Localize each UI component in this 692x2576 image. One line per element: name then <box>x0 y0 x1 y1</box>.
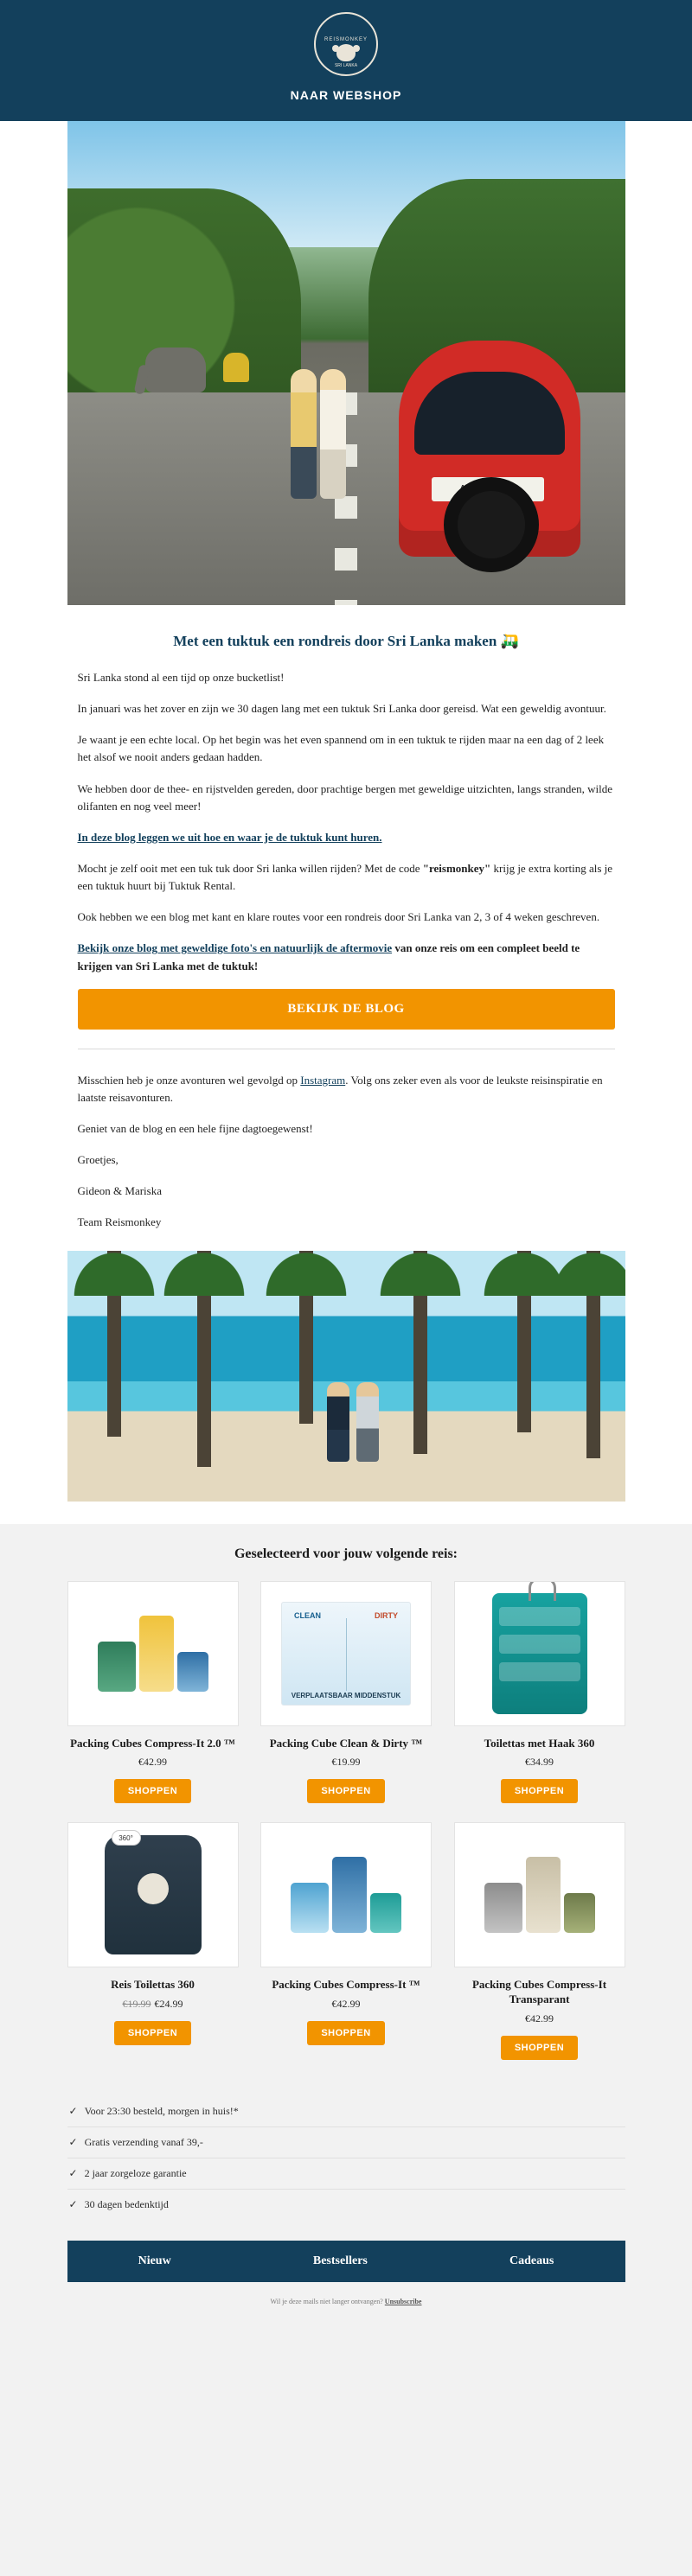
clean-label: CLEAN <box>294 1610 321 1620</box>
usp-item <box>67 2127 625 2158</box>
article-body <box>67 605 625 975</box>
product-name: Packing Cubes Compress-It Transparant <box>471 1978 607 2006</box>
unsubscribe-line <box>0 2298 692 2305</box>
page-title: Met een tuktuk een rondreis door Sri Lanka maken 🛺 <box>173 633 519 649</box>
travel-toiletry-bag-icon <box>105 1835 202 1954</box>
wheel-icon <box>444 477 539 572</box>
tuktuk-rental-blog-link[interactable]: In deze blog leggen we uit hoe en waar je de tuktuk kunt huren. <box>77 830 382 844</box>
shop-button[interactable]: SHOPPEN <box>114 1779 191 1803</box>
palm-tree-icon <box>517 1251 531 1432</box>
products-title: Geselecteerd voor jouw volgende reis: <box>234 1546 458 1561</box>
traveller-two <box>320 369 346 499</box>
aftermovie-paragraph <box>78 940 615 974</box>
email-header <box>0 0 692 121</box>
palm-tree-icon <box>586 1251 600 1458</box>
paragraph-10: Gideon & Mariska <box>77 1184 162 1198</box>
usp-item <box>67 2158 625 2190</box>
paragraph-9: Groetjes, <box>77 1153 119 1167</box>
blog-rental-link-paragraph <box>78 829 615 846</box>
paragraph-5-part-a: Mocht je zelf ooit met een tuk tuk door Sri lanka willen rijden? Met de code <box>77 861 423 875</box>
cta-container <box>67 989 625 1030</box>
beach-person-two <box>356 1382 379 1462</box>
paragraph-2: In januari was het zover en zijn we 30 dagen lang met een tuktuk Sri Lanka door gereisd. Wat een geweldig avontuur. <box>77 702 606 716</box>
check-icon: ✓ <box>68 2167 78 2180</box>
brand-logo-icon <box>138 1873 169 1904</box>
product-image[interactable] <box>67 1822 239 1967</box>
tuktuk-icon <box>399 341 580 557</box>
product-image[interactable] <box>260 1581 432 1726</box>
product-name: Packing Cubes Compress-It ™ <box>272 1978 420 1992</box>
cube-icon <box>139 1616 174 1692</box>
discount-code: "reismonkey" <box>422 861 491 875</box>
product-card[interactable] <box>454 1822 625 2060</box>
unsubscribe-link[interactable]: Unsubscribe <box>384 2298 422 2306</box>
monkey-icon <box>336 44 356 61</box>
cube-icon <box>526 1857 561 1933</box>
instagram-paragraph <box>78 1072 615 1106</box>
product-card[interactable] <box>260 1822 432 2060</box>
beach-person-one <box>327 1382 349 1462</box>
cube-icon <box>332 1857 367 1933</box>
dirty-label: DIRTY <box>375 1610 398 1620</box>
product-name: Reis Toilettas 360 <box>111 1978 195 1992</box>
paragraph-1: Sri Lanka stond al een tijd op onze bucketlist! <box>77 671 285 684</box>
product-name: Packing Cube Clean & Dirty ™ <box>269 1736 423 1750</box>
usp-label: Gratis verzending vanaf 39,- <box>84 2136 203 2149</box>
midsection-label: VERPLAATSBAAR MIDDENSTUK <box>291 1691 401 1699</box>
product-grid <box>67 1581 625 2080</box>
packing-cubes-icon <box>291 1857 401 1933</box>
check-icon: ✓ <box>68 2198 78 2211</box>
product-card[interactable] <box>67 1581 239 1804</box>
palm-tree-icon <box>413 1251 427 1454</box>
packing-cubes-icon <box>98 1616 208 1692</box>
footer-link-cadeaus[interactable]: Cadeaus <box>509 2254 554 2268</box>
products-section <box>0 1524 692 2336</box>
logo-subtext: SRI LANKA <box>334 63 358 68</box>
toiletry-bag-icon <box>492 1593 587 1714</box>
footer-nav <box>67 2241 625 2282</box>
nav-webshop-link[interactable]: NAAR WEBSHOP <box>290 88 402 102</box>
footer-link-nieuw[interactable]: Nieuw <box>138 2254 171 2268</box>
usp-item <box>67 2096 625 2127</box>
instagram-link[interactable]: Instagram <box>300 1073 346 1087</box>
product-image[interactable] <box>67 1581 239 1726</box>
aftermovie-blog-link[interactable]: Bekijk onze blog met geweldige foto's en natuurlijk de aftermovie <box>77 941 393 955</box>
product-card[interactable] <box>454 1581 625 1804</box>
product-price: €42.99 <box>525 2012 554 2025</box>
cube-icon <box>98 1642 136 1692</box>
palm-tree-icon <box>107 1251 121 1437</box>
instagram-text-b: . Volg ons zeker even als voor de leukste reisinspiratie en laatste reisavonturen. <box>77 1073 603 1104</box>
shop-button[interactable]: SHOPPEN <box>307 2021 384 2045</box>
product-new-price: €24.99 <box>154 1998 183 2011</box>
cube-icon <box>564 1893 595 1933</box>
paragraph-11: Team Reismonkey <box>77 1215 162 1229</box>
bag-strip <box>499 1607 580 1626</box>
product-price: €19.99 <box>331 1756 361 1769</box>
product-price: €42.99 <box>331 1998 361 2011</box>
cube-icon <box>370 1893 401 1933</box>
product-card[interactable] <box>67 1822 239 2060</box>
aftermovie-tail: van onze reis om een compleet beeld te krijgen van Sri Lanka met de tuktuk! <box>77 941 580 972</box>
hero-travellers <box>291 352 351 499</box>
paragraph-3: Je waant je een echte local. Op het begin was het even spannend om in een tuktuk te rijden maar na een dag of 2 leek het alsof we nooit anders gedaan hadden. <box>77 733 605 764</box>
logo-wordmark: REISMONKEY <box>324 37 368 42</box>
usp-item <box>67 2190 625 2220</box>
usp-list <box>67 2088 625 2235</box>
footer-link-bestsellers[interactable]: Bestsellers <box>312 2254 368 2268</box>
unsubscribe-text: Wil je deze mails niet langer ontvangen? <box>270 2298 385 2306</box>
product-name: Packing Cubes Compress-It 2.0 ™ <box>70 1736 235 1750</box>
product-name: Toilettas met Haak 360 <box>484 1736 595 1750</box>
instagram-text-a: Misschien heb je onze avonturen wel gevolgd op <box>77 1073 301 1087</box>
reismonkey-logo <box>314 12 378 76</box>
usp-label: Voor 23:30 besteld, morgen in huis!* <box>84 2105 239 2118</box>
product-price: €42.99 <box>138 1756 167 1769</box>
product-card[interactable] <box>260 1581 432 1804</box>
product-price: €34.99 <box>525 1756 554 1769</box>
palm-tree-icon <box>299 1251 313 1424</box>
beach-couple <box>327 1379 384 1462</box>
product-image[interactable] <box>454 1581 625 1726</box>
distant-tuktuk-icon <box>223 353 249 382</box>
paragraph-8: Geniet van de blog en een hele fijne dagtoegewenst! <box>77 1121 313 1135</box>
shop-button[interactable]: SHOPPEN <box>114 2021 191 2045</box>
product-image[interactable] <box>454 1822 625 1967</box>
divider-line <box>346 1618 347 1691</box>
paragraph-6: Ook hebben we een blog met kant en klare routes voor een rondreis door Sri Lanka van 2, 3 of 4 weken geschreven. <box>77 910 600 924</box>
product-old-price: €19.99 <box>122 1998 151 2011</box>
paragraph-4: We hebben door de thee- en rijstvelden gereden, door prachtige bergen met geweldige uitzichten, langs stranden, wilde olifanten en nog veel meer! <box>77 781 613 813</box>
usp-label: 30 dagen bedenktijd <box>84 2198 169 2211</box>
palm-tree-icon <box>197 1251 211 1467</box>
bag-strip <box>499 1635 580 1654</box>
shop-button[interactable]: SHOPPEN <box>501 1779 578 1803</box>
cube-icon <box>291 1883 329 1933</box>
packing-cubes-transparent-icon <box>484 1857 595 1933</box>
shop-button[interactable]: SHOPPEN <box>501 2036 578 2060</box>
check-icon: ✓ <box>68 2136 78 2149</box>
beach-image <box>67 1251 625 1502</box>
hero-image-tuktuk <box>67 121 625 605</box>
paragraph-5 <box>78 860 615 895</box>
product-price <box>67 1998 239 2011</box>
cube-icon <box>484 1883 522 1933</box>
read-blog-button[interactable]: BEKIJK DE BLOG <box>78 989 615 1030</box>
footer-bottom <box>0 2282 692 2328</box>
degree-badge: 360° <box>112 1830 141 1846</box>
elephant-icon <box>145 348 206 392</box>
check-icon: ✓ <box>68 2105 78 2118</box>
product-image[interactable] <box>260 1822 432 1967</box>
article-closing <box>67 1049 625 1232</box>
traveller-one <box>291 369 317 499</box>
usp-label: 2 jaar zorgeloze garantie <box>84 2167 187 2180</box>
shop-button[interactable]: SHOPPEN <box>307 1779 384 1803</box>
clean-dirty-cube-icon <box>281 1602 411 1706</box>
paragraph-5-part-b: krijg je extra korting als je een tuktuk huurt bij Tuktuk Rental. <box>77 861 613 893</box>
cube-icon <box>177 1652 208 1692</box>
bag-strip <box>499 1662 580 1681</box>
